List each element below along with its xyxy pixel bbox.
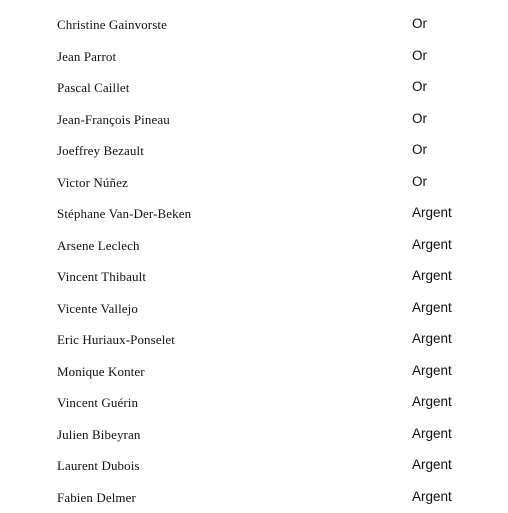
list-item: [0, 293, 508, 325]
medal-label: Or: [412, 174, 427, 189]
medal-label: Or: [412, 142, 427, 157]
medal-label: Argent: [412, 205, 452, 220]
list-item: [0, 387, 508, 419]
medal-label: Or: [412, 16, 427, 31]
participant-name: Pascal Caillet: [57, 80, 130, 96]
list-item: [0, 230, 508, 262]
participant-name: Vincent Guérin: [57, 395, 138, 411]
medal-label: Argent: [412, 237, 452, 252]
medal-label: Argent: [412, 363, 452, 378]
medal-label: Argent: [412, 394, 452, 409]
participant-name: Arsene Leclech: [57, 238, 140, 254]
medal-label: Or: [412, 111, 427, 126]
list-item: [0, 72, 508, 104]
list-item: [0, 482, 508, 513]
participant-name: Jean Parrot: [57, 49, 116, 65]
list-item: [0, 198, 508, 230]
list-item: [0, 419, 508, 451]
participant-name: Christine Gainvorste: [57, 17, 167, 33]
list-item: [0, 261, 508, 293]
medal-label: Argent: [412, 489, 452, 504]
participant-name: Julien Bibeyran: [57, 427, 140, 443]
participant-name: Fabien Delmer: [57, 490, 136, 506]
medal-label: Argent: [412, 426, 452, 441]
participant-name: Stéphane Van-Der-Beken: [57, 206, 191, 222]
participant-name: Joeffrey Bezault: [57, 143, 144, 159]
medal-label: Argent: [412, 268, 452, 283]
list-item: [0, 324, 508, 356]
medal-label: Argent: [412, 300, 452, 315]
medal-label: Argent: [412, 331, 452, 346]
list-item: [0, 9, 508, 41]
list-item: [0, 135, 508, 167]
list-item: [0, 356, 508, 388]
list-item: [0, 41, 508, 73]
list-item: [0, 104, 508, 136]
list-item: [0, 167, 508, 199]
list-item: [0, 450, 508, 482]
participant-name: Laurent Dubois: [57, 458, 140, 474]
medal-label: Or: [412, 48, 427, 63]
participant-name: Vicente Vallejo: [57, 301, 138, 317]
participant-name: Victor Núñez: [57, 175, 128, 191]
results-list: [0, 9, 508, 513]
participant-name: Eric Huriaux-Ponselet: [57, 332, 175, 348]
participant-name: Vincent Thibault: [57, 269, 146, 285]
participant-name: Jean-François Pineau: [57, 112, 170, 128]
medal-label: Or: [412, 79, 427, 94]
medal-label: Argent: [412, 457, 452, 472]
participant-name: Monique Konter: [57, 364, 145, 380]
